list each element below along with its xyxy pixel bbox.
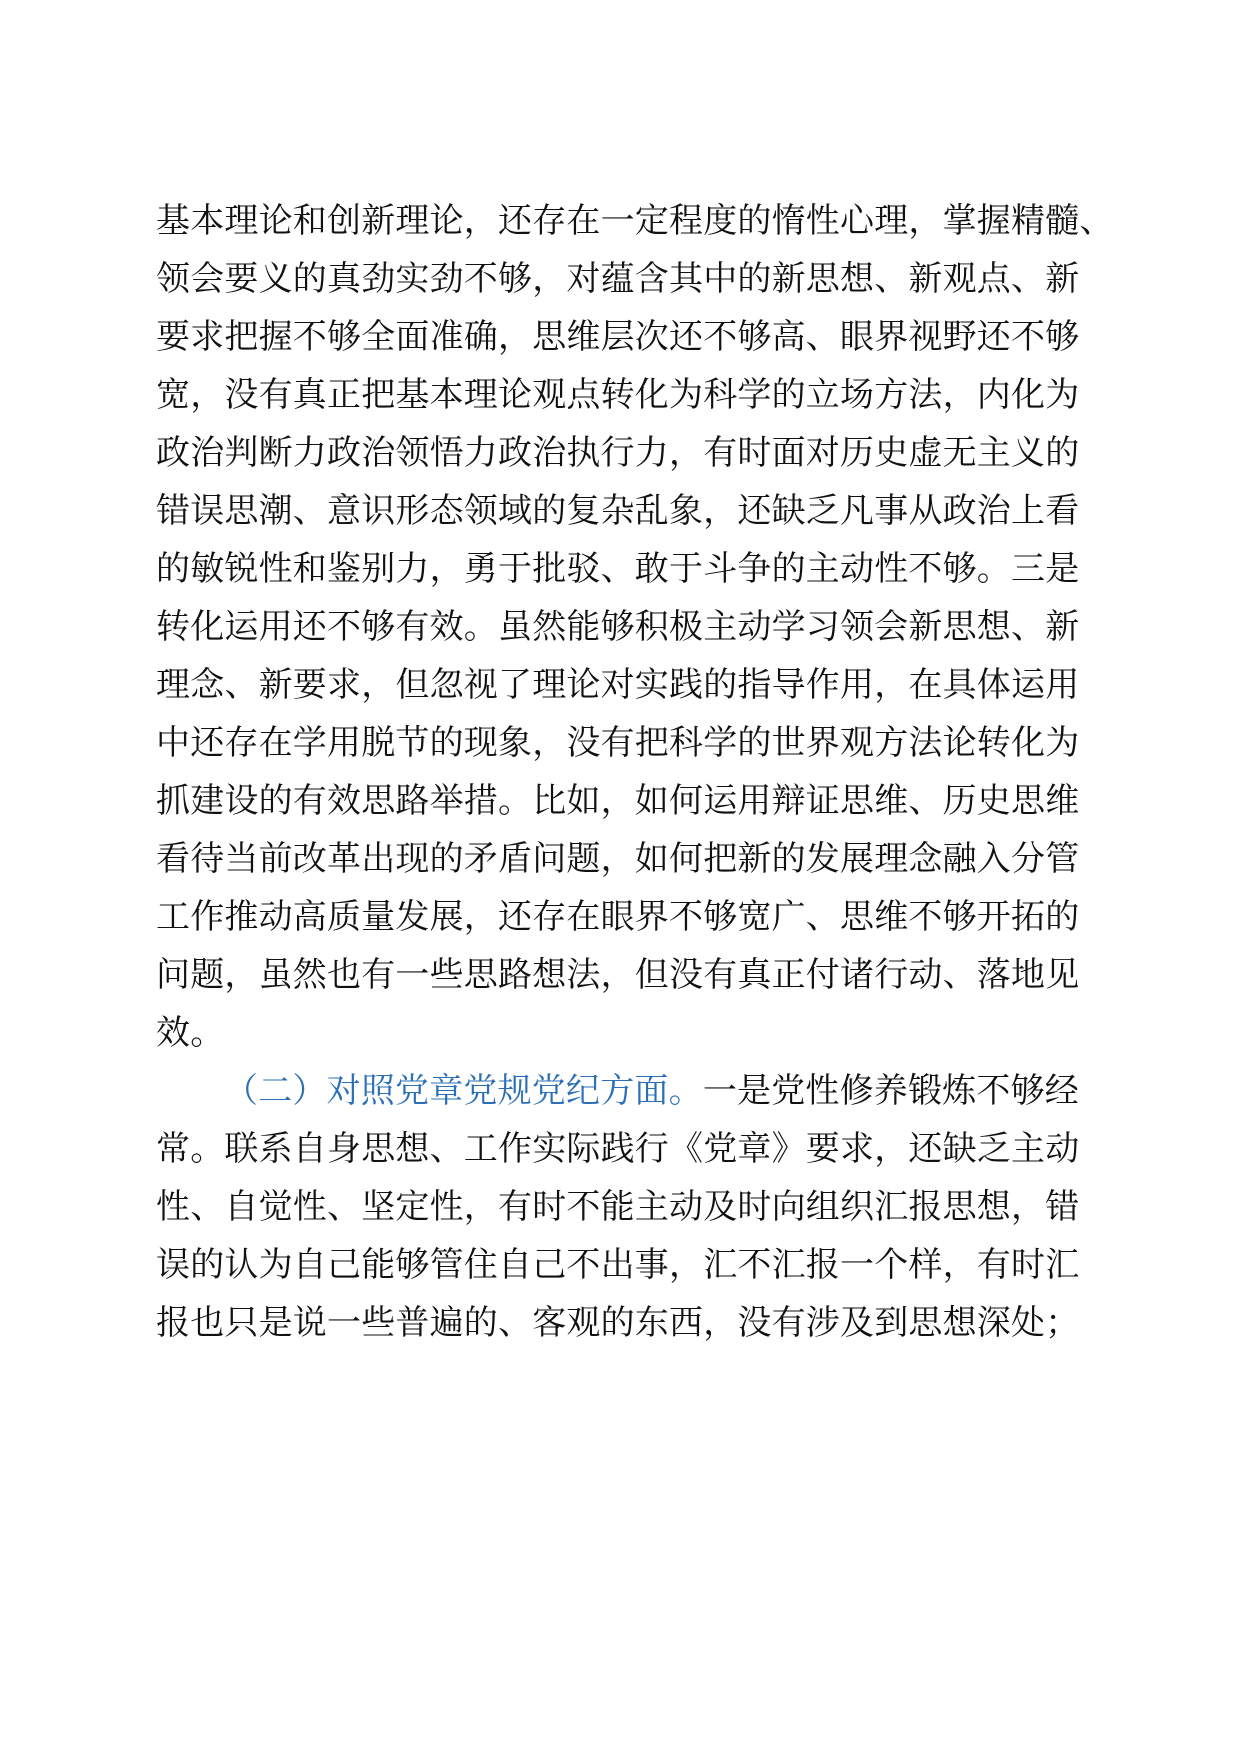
paragraph-line: 中还存在学用脱节的现象，没有把科学的世界观方法论转化为 (156, 723, 1080, 763)
paragraph-line: 工作推动高质量发展，还存在眼界不够宽广、思维不够开拓的 (156, 897, 1080, 937)
paragraph-line: 要求把握不够全面准确，思维层次还不够高、眼界视野还不够 (156, 317, 1080, 357)
section-heading-line (224, 1061, 1079, 1121)
paragraph-line: 报也只是说一些普遍的、客观的东西，没有涉及到思想深处； (156, 1303, 1080, 1343)
paragraph-line: 错误思潮、意识形态领域的复杂乱象，还缺乏凡事从政治上看 (156, 491, 1080, 531)
paragraph-line: 的敏锐性和鉴别力，勇于批驳、敢于斗争的主动性不够。三是 (156, 549, 1080, 589)
paragraph-line: 理念、新要求，但忽视了理论对实践的指导作用，在具体运用 (156, 665, 1080, 705)
paragraph-line: 转化运用还不够有效。虽然能够积极主动学习领会新思想、新 (156, 607, 1080, 647)
heading-line-rest: 一是党性修养锻炼不够经 (702, 1071, 1080, 1111)
paragraph-line: 领会要义的真劲实劲不够，对蕴含其中的新思想、新观点、新 (156, 259, 1080, 299)
paragraph-line: 抓建设的有效思路举措。比如，如何运用辩证思维、历史思维 (156, 781, 1080, 821)
paragraph-line: 政治判断力政治领悟力政治执行力，有时面对历史虚无主义的 (156, 433, 1080, 473)
paragraph-line: 性、自觉性、坚定性，有时不能主动及时向组织汇报思想，错 (156, 1187, 1080, 1227)
paragraph-line: 误的认为自己能够管住自己不出事，汇不汇报一个样，有时汇 (156, 1245, 1080, 1285)
paragraph-line: 看待当前改革出现的矛盾问题，如何把新的发展理念融入分管 (156, 839, 1080, 879)
paragraph-line: 宽，没有真正把基本理论观点转化为科学的立场方法，内化为 (156, 375, 1080, 415)
paragraph-line: 常。联系自身思想、工作实际践行《党章》要求，还缺乏主动 (156, 1129, 1080, 1169)
paragraph-line: 问题，虽然也有一些思路想法，但没有真正付诸行动、落地见 (156, 955, 1080, 995)
paragraph-line: 效。 (156, 1013, 225, 1053)
section-heading: （二）对照党章党规党纪方面。 (224, 1071, 703, 1111)
paragraph-line: 基本理论和创新理论，还存在一定程度的惰性心理，掌握精髓、 (156, 201, 1114, 241)
